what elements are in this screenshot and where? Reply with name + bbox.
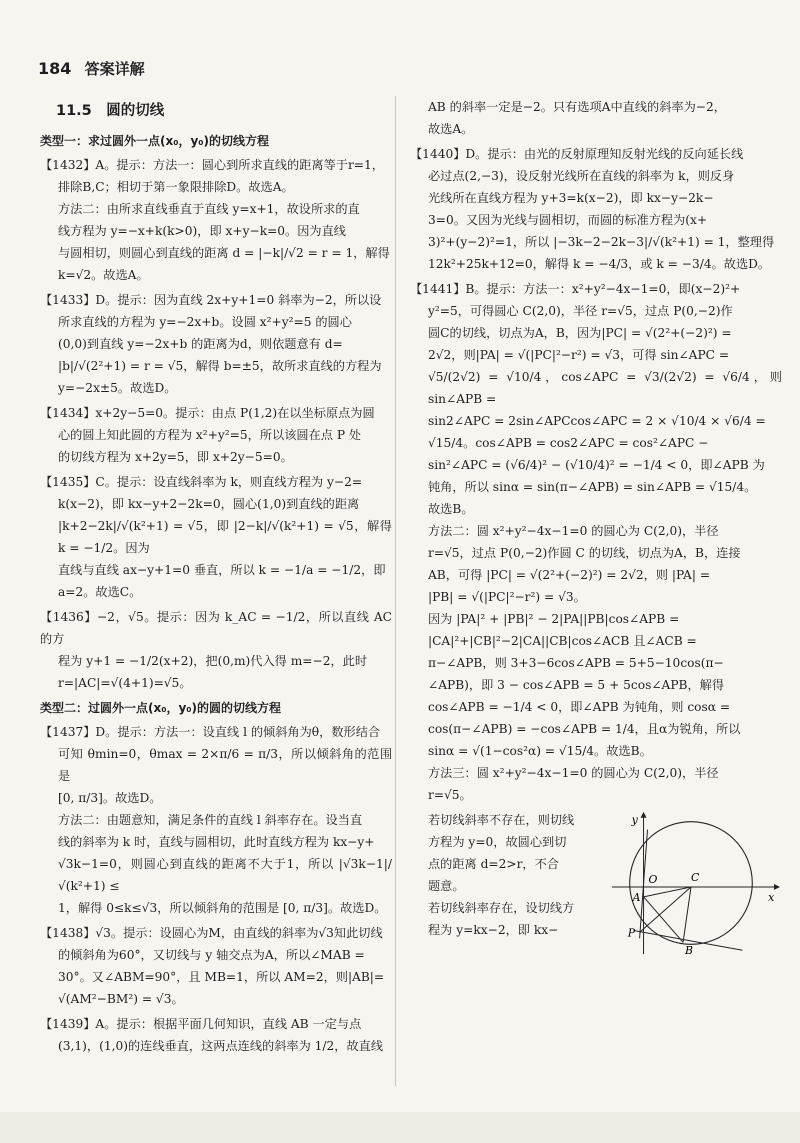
line: sin2∠APC = 2sin∠APCcos∠APC = 2 × √10/4 × √6/4 = [428,414,766,428]
problem-1433 [40,289,392,399]
x-axis-arrow-icon [774,884,780,890]
line: 【1439】A。提示：根据平面几何知识，直线 AB 一定与点 [40,1017,362,1031]
line: |b|/√(2²+1) = r = √5，解得 b=±5，故所求直线的方程为 [58,359,382,373]
line: 排除B,C；相切于第一象限排除D。故选A。 [58,180,294,194]
line: 光线所在直线方程为 y+3=k(x−2)，即 kx−y−2k− [428,191,714,205]
line: r=√5。 [428,788,472,802]
line: cos(π−∠APB) = −cos∠APB = 1/4，且α为锐角，所以 [428,722,741,736]
problem-1435 [40,471,392,603]
line: 程为 y=kx−2，即 kx− [428,923,559,937]
line: π−∠APB，则 3+3−6cos∠APB = 5+5−10cos(π− [428,656,724,670]
label-a: A [632,890,641,904]
line: √(AM²−BM²) = √3。 [58,992,184,1006]
line: |k+2−2k|/√(k²+1) = √5，即 |2−k|/√(k²+1) = √5，解得 k = −1/2。因为 [58,519,392,555]
line: 心的圆上知此圆的方程为 x²+y²=5，所以该圆在点 P 处 [58,428,362,442]
line: (0,0)到直线 y=−2x+b 的距离为d，则依题意有 d= [58,337,343,351]
line: 故选B。 [428,502,474,516]
line: [0, π/3]。故选D。 [58,791,162,805]
line: 故选A。 [428,122,474,136]
line: 12k²+25k+12=0，解得 k = −4/3，或 k = −3/4。故选D。 [428,257,771,271]
line: 线方程为 y=−x+k(k>0)，即 x+y−k=0。因为直线 [58,224,346,238]
label-c: C [691,871,700,885]
line: 【1435】C。提示：设直线斜率为 k，则直线方程为 y−2= [40,475,363,489]
line: 若切线斜率存在，设切线方 [428,901,575,915]
line: 2√2，则|PA| = √(|PC|²−r²) = √3，可得 sin∠APC = [428,348,730,362]
line: |CA|²+|CB|²−2|CA||CB|cos∠ACB 且∠ACB = [428,634,697,648]
label-p: P [627,926,636,940]
line: 方法二：由所求直线垂直于直线 y=x+1，故设所求的直 [58,202,360,216]
problem-1441 [410,278,782,806]
line: 3)²+(y−2)²=1，所以 |−3k−2−2k−3|/√(k²+1) = 1，整理得 [428,235,775,249]
line: √3k−1=0，则圆心到直线的距离不大于1，所以 |√3k−1|/√(k²+1) ≤ [58,857,392,893]
circle-tangent-figure [604,809,782,957]
line: 所求直线的方程为 y=−2x+b。设圆 x²+y²=5 的圆心 [58,315,352,329]
line: 方法二：圆 x²+y²−4x−1=0 的圆心为 C(2,0)，半径 [428,524,719,538]
line: k(x−2)，即 kx−y+2−2k=0，圆心(1,0)到直线的距离 [58,497,360,511]
line: 【1437】D。提示：方法一：设直线 l 的倾斜角为θ，数形结合 [40,725,381,739]
line: sinα = √(1−cos²α) = √15/4。故选B。 [428,744,652,758]
problem-1439 [40,1013,392,1057]
page-header [38,58,145,79]
line: 的切线方程为 x+2y=5，即 x+2y−5=0。 [58,450,293,464]
problem-1438 [40,922,392,1010]
line: cos∠APB = −1/4 < 0，即∠APB 为钝角，则 cosα = [428,700,731,714]
line: r=|AC|=√(4+1)=√5。 [58,676,192,690]
line: 方法三：圆 x²+y²−4x−1=0 的圆心为 C(2,0)，半径 [428,766,719,780]
line: √15/4。cos∠APB = cos2∠APC = cos²∠APC − [428,436,709,450]
y-axis-arrow-icon [641,812,647,818]
segment-cb [683,887,691,942]
line: |PB| = √(|PC|²−r²) = √3。 [428,590,586,604]
line: 【1433】D。提示：因为直线 2x+y+1=0 斜率为−2，所以设 [40,293,382,307]
type2-title: 类型二：过圆外一点(x₀，y₀)的圆的切线方程 [40,701,282,715]
line: AB 的斜率一定是−2。只有选项A中直线的斜率为−2， [428,100,726,114]
page-running-title: 答案详解 [84,60,145,78]
column-divider [395,96,396,1086]
line: 圆C的切线，切点为A，B，因为|PC| = √(2²+(−2)²) = [428,326,732,340]
label-o: O [648,873,658,886]
line: 直线与直线 ax−y+1=0 垂直，所以 k = −1/a = −1/2，即 [58,563,386,577]
line: AB，可得 |PC| = √(2²+(−2)²) = 2√2，则 |PA| = [428,568,711,582]
problem-1432 [40,154,392,286]
line: 【1441】B。提示：方法一：x²+y²−4x−1=0，即(x−2)²+ [410,282,741,296]
problem-1440 [410,143,782,275]
line: 方法二：由题意知，满足条件的直线 l 斜率存在。设当直 [58,813,363,827]
line: 题意。 [428,879,465,893]
page-bottom-margin [0,1112,800,1143]
method3-text [410,809,596,941]
line: 【1436】−2，√5。提示：因为 k_AC = −1/2，所以直线 AC 的方 [40,610,392,646]
line: 30°。又∠ABM=90°，且 MB=1，所以 AM=2，则|AB|= [58,970,385,984]
segment-ca [644,887,691,897]
line: 可知 θmin=0，θmax = 2×π/6 = π/3，所以倾斜角的范围是 [58,747,392,783]
line: 与圆相切，则圆心到直线的距离 d = |−k|/√2 = r = 1，解得 [58,246,390,260]
line: 【1440】D。提示：由光的反射原理知反射光线的反向延长线 [410,147,744,161]
type1-title: 类型一：求过圆外一点(x₀，y₀)的切线方程 [40,134,270,148]
problem-1437 [40,721,392,919]
line: 【1438】√3。提示：设圆心为M，由直线的斜率为√3知此切线 [40,926,383,940]
line: 【1432】A。提示：方法一：圆心到所求直线的距离等于r=1， [40,158,384,172]
segment-pc [640,887,691,932]
line: 因为 |PA|² + |PB|² − 2|PA||PB|cos∠APB = [428,612,680,626]
line: 钝角，所以 sinα = sin(π−∠APB) = sin∠APB = √15/4。 [428,480,757,494]
line: 3=0。又因为光线与圆相切，而圆的标准方程为(x+ [428,213,708,227]
problem-1439-continued [410,96,782,140]
line: 的倾斜角为60°，又切线与 y 轴交点为A，所以∠MAB = [58,948,365,962]
problem-1436 [40,606,392,694]
line: 点的距离 d=2>r，不合 [428,857,559,871]
line: 【1434】x+2y−5=0。提示：由点 P(1,2)在以坐标原点为圆 [40,406,375,420]
line: √5/(2√2) = √10/4，cos∠APC = √3/(2√2) = √6/4，则 sin∠APB = [428,370,782,406]
line: 1，解得 0≤k≤√3，所以倾斜角的范围是 [0, π/3]。故选D。 [58,901,387,915]
line: (3,1)，(1,0)的连线垂直，这两点连线的斜率为 1/2，故直线 [58,1039,384,1053]
line: r=√5，过点 P(0,−2)作圆 C 的切线，切点为A，B，连接 [428,546,741,560]
line: a=2。故选C。 [58,585,142,599]
problem-1434 [40,402,392,468]
line: y²=5，可得圆心 C(2,0)，半径 r=√5，过点 P(0,−2)作 [428,304,733,318]
line: sin²∠APC = (√6/4)² − (√10/4)² = −1/4 < 0，即∠APB 为 [428,458,765,472]
line: ∠APB)，即 3 − cos∠APB = 5 + 5cos∠APB，解得 [428,678,725,692]
left-column [40,96,392,1060]
label-x: x [768,890,775,904]
line: 方程为 y=0，故圆心到切 [428,835,567,849]
method3-block [410,809,782,957]
label-y: y [631,813,638,827]
page-number: 184 [38,59,72,78]
line: 线的斜率为 k 时，直线与圆相切，此时直线方程为 kx−y+ [58,835,375,849]
line: y=−2x±5。故选D。 [58,381,177,395]
line: k=√2。故选A。 [58,268,149,282]
line: 必过点(2,−3)，设反射光线所在直线的斜率为 k，则反身 [428,169,735,183]
section-title: 11.5 圆的切线 [56,103,165,119]
line: 程为 y+1 = −1/2(x+2)，把(0,m)代入得 m=−2，此时 [58,654,368,668]
right-column [410,96,782,957]
label-b: B [685,944,694,957]
line: 若切线斜率不存在，则切线 [428,813,575,827]
